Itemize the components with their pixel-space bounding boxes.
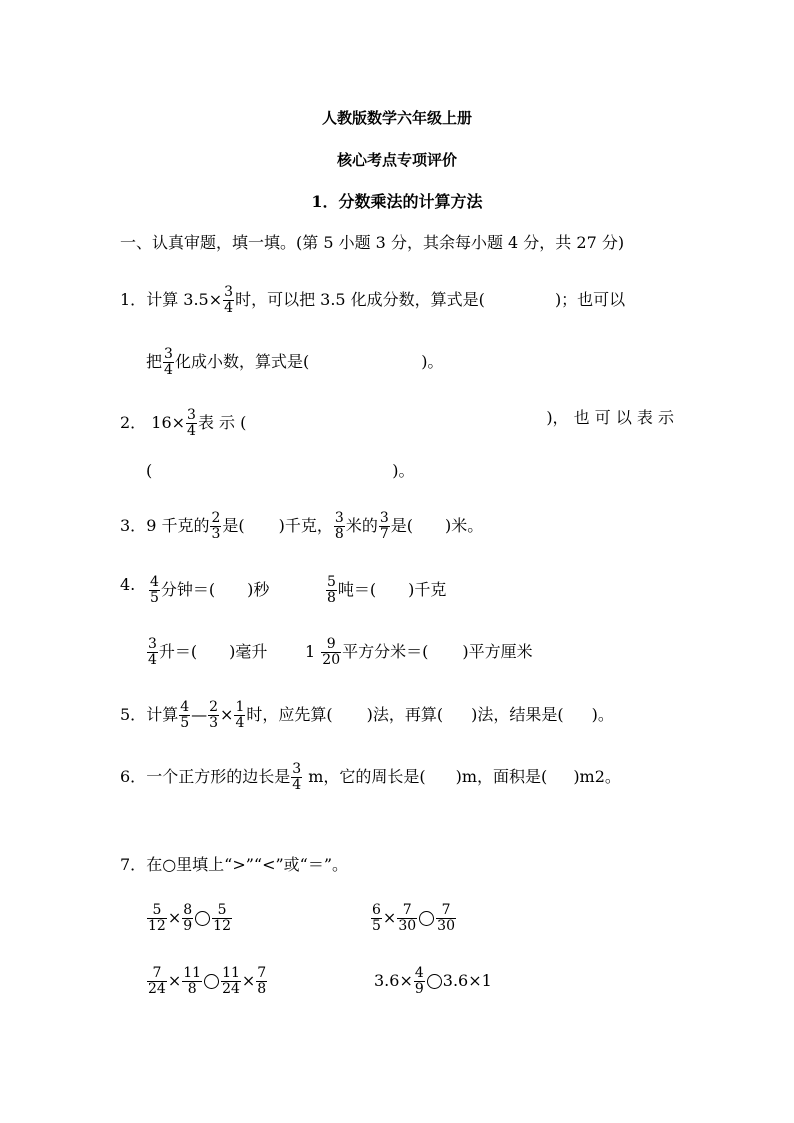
- comparison-4: [374, 966, 492, 997]
- document-subtitle: 核心考点专项评价: [336, 151, 457, 169]
- fraction: [397, 903, 417, 934]
- answer-circle[interactable]: [195, 911, 210, 926]
- fraction: [414, 966, 425, 997]
- q3-text-c: )千克，: [278, 516, 333, 535]
- denominator: 4: [292, 777, 302, 793]
- denominator: 8: [327, 590, 336, 606]
- q4-text-e: 升＝(: [158, 642, 198, 661]
- minus-operator: —: [191, 705, 208, 724]
- q2-text-c: )， 也 可 以 表 示: [546, 408, 674, 427]
- fraction: [163, 347, 174, 378]
- numerator: 7: [257, 965, 267, 981]
- question-number: 6．: [120, 767, 147, 786]
- fraction: [436, 903, 456, 934]
- document-title: 人教版数学六年级上册: [321, 109, 472, 127]
- q2-text-a: 16×: [151, 413, 186, 432]
- numerator: 3: [379, 510, 389, 526]
- numerator: 7: [147, 966, 167, 982]
- numerator: 5: [212, 903, 232, 919]
- numerator: 3: [224, 284, 234, 300]
- q5-text-d: )法，结果是(: [471, 705, 564, 724]
- denominator: 30: [398, 918, 417, 934]
- denominator: 9: [414, 981, 424, 997]
- fraction: [221, 966, 241, 997]
- question-2-line-2: [146, 461, 674, 481]
- question-4-number: 4.: [120, 575, 136, 594]
- times-operator: ×: [220, 705, 234, 724]
- denominator: 20: [322, 652, 341, 668]
- q5-text-a: 计算: [146, 705, 179, 724]
- question-4-item-1: [148, 575, 269, 606]
- q3-text-b: 是(: [222, 516, 245, 535]
- denominator: 3: [211, 526, 221, 542]
- q3-text-a: 9 千克的: [146, 516, 210, 535]
- question-4-item-2: [325, 575, 446, 606]
- question-number: 5．: [120, 705, 147, 724]
- comparison-1: [146, 903, 233, 934]
- answer-circle[interactable]: [427, 974, 442, 989]
- q2-text-d: (: [146, 461, 153, 480]
- numerator: 2: [211, 510, 221, 526]
- denominator: 30: [437, 918, 455, 934]
- numerator: 4: [180, 699, 190, 715]
- comparison-2: [370, 903, 457, 934]
- fraction: [291, 762, 302, 793]
- numerator: 11: [222, 965, 240, 981]
- denominator: 5: [150, 590, 159, 606]
- denominator: 4: [164, 362, 173, 378]
- question-1-body: [120, 285, 625, 316]
- q4-text-g: 平方分米＝(: [342, 642, 429, 661]
- q6-text-a: 一个正方形的边长是: [146, 767, 291, 786]
- question-6: [120, 762, 674, 793]
- numerator: 3: [334, 510, 344, 526]
- numerator: 4: [414, 965, 424, 981]
- fraction: [147, 966, 167, 997]
- numerator: 3: [164, 346, 173, 362]
- q2-text-e: )。: [392, 461, 415, 480]
- q1-text-a: 计算 3.5×: [146, 290, 223, 309]
- times-operator: ×: [167, 908, 182, 927]
- numerator: 1: [235, 699, 245, 715]
- times-operator: ×: [382, 908, 397, 927]
- fraction: [256, 966, 267, 997]
- times-operator: ×: [167, 971, 182, 990]
- e4-text-b: 3.6×1: [442, 971, 492, 990]
- q1-text-d: 把: [146, 352, 163, 371]
- numerator: 7: [436, 903, 456, 919]
- denominator: 12: [148, 918, 166, 934]
- numerator: 2: [209, 699, 219, 715]
- numerator: 3: [148, 636, 157, 652]
- q1-text-f: )。: [421, 352, 444, 371]
- part-one-heading: 一、认真审题，填一填。(第 5 小题 3 分，其余每小题 4 分，共 27 分): [120, 233, 625, 252]
- q4-text-a: 分钟＝(: [160, 580, 216, 599]
- fraction: [334, 511, 345, 542]
- numerator: 7: [397, 903, 417, 919]
- numerator: 9: [321, 637, 341, 653]
- fraction: [379, 511, 390, 542]
- denominator: 8: [334, 526, 344, 542]
- question-number: 3．: [120, 516, 147, 535]
- question-7-prompt: [120, 855, 674, 875]
- denominator: 5: [372, 918, 381, 934]
- fraction: [186, 408, 197, 439]
- numerator: 6: [372, 902, 381, 918]
- numerator: 5: [147, 903, 167, 919]
- q5-text-c: )法，再算(: [366, 705, 444, 724]
- q6-text-d: )m2。: [573, 767, 621, 786]
- numerator: 5: [327, 574, 336, 590]
- fraction: [212, 903, 232, 934]
- fraction: [208, 700, 219, 731]
- numerator: 3: [292, 761, 302, 777]
- denominator: 4: [235, 715, 245, 731]
- fraction: [371, 903, 382, 934]
- question-2-left: [120, 408, 246, 439]
- answer-circle[interactable]: [419, 911, 434, 926]
- section-heading: 1．分数乘法的计算方法: [311, 192, 483, 211]
- denominator: 4: [224, 300, 234, 316]
- times-operator: ×: [241, 971, 256, 990]
- denominator: 5: [180, 715, 190, 731]
- question-3: [120, 511, 674, 542]
- mixed-number-whole: 1: [305, 642, 316, 661]
- fraction: [210, 511, 221, 542]
- question-5: [120, 700, 674, 731]
- question-4-item-3: [146, 637, 267, 668]
- question-number: 1．: [120, 290, 147, 309]
- fraction: [179, 700, 190, 731]
- q3-text-f: )米。: [445, 516, 484, 535]
- q2-text-b: 表 示 (: [197, 413, 247, 432]
- denominator: 24: [222, 981, 240, 997]
- fraction: [149, 575, 160, 606]
- fraction: [326, 575, 337, 606]
- fraction: [223, 285, 234, 316]
- q4-text-c: 吨＝(: [337, 580, 377, 599]
- denominator: 8: [257, 981, 267, 997]
- q4-text-h: )平方厘米: [462, 642, 533, 661]
- q1-text-b: 时，可以把 3.5 化成分数，算式是(: [235, 290, 485, 309]
- denominator: 12: [213, 918, 231, 934]
- q7-text: 在○里填上“>”“<”或“＝”。: [146, 855, 349, 874]
- comparison-3: [146, 966, 268, 997]
- question-1-line-1: [120, 285, 674, 316]
- numerator: 11: [183, 965, 202, 981]
- denominator: 8: [187, 981, 197, 997]
- fraction: [182, 903, 193, 934]
- denominator: 9: [183, 918, 193, 934]
- denominator: 7: [379, 526, 389, 542]
- numerator: 8: [183, 902, 193, 918]
- answer-circle[interactable]: [204, 974, 219, 989]
- q6-text-c: )m，面积是(: [455, 767, 548, 786]
- question-number: 7．: [120, 855, 147, 874]
- question-4-item-4: [305, 637, 533, 668]
- e4-text-a: 3.6×: [374, 971, 413, 990]
- fraction: [147, 637, 158, 668]
- numerator: 3: [187, 407, 196, 423]
- q5-text-b: 时，应先算(: [246, 705, 333, 724]
- fraction: [147, 903, 167, 934]
- denominator: 24: [148, 981, 166, 997]
- question-number: 2．: [120, 413, 147, 432]
- q4-text-d: )千克: [408, 580, 447, 599]
- numerator: 4: [150, 574, 159, 590]
- denominator: 4: [187, 423, 196, 439]
- q4-text-b: )秒: [247, 580, 270, 599]
- q4-text-f: )毫升: [229, 642, 268, 661]
- q3-text-d: 米的: [345, 516, 378, 535]
- fraction: [182, 966, 202, 997]
- denominator: 3: [209, 715, 219, 731]
- question-1-line-2: [146, 347, 674, 378]
- fraction: [234, 700, 245, 731]
- q1-text-e: 化成小数，算式是(: [174, 352, 310, 371]
- q3-text-e: 是(: [390, 516, 413, 535]
- denominator: 4: [148, 652, 157, 668]
- q6-text-b: m，它的周长是(: [303, 767, 426, 786]
- question-2-line-1: [120, 408, 674, 439]
- q1-text-c: )；也可以: [554, 290, 626, 309]
- fraction: [321, 637, 341, 668]
- q5-text-e: )。: [591, 705, 614, 724]
